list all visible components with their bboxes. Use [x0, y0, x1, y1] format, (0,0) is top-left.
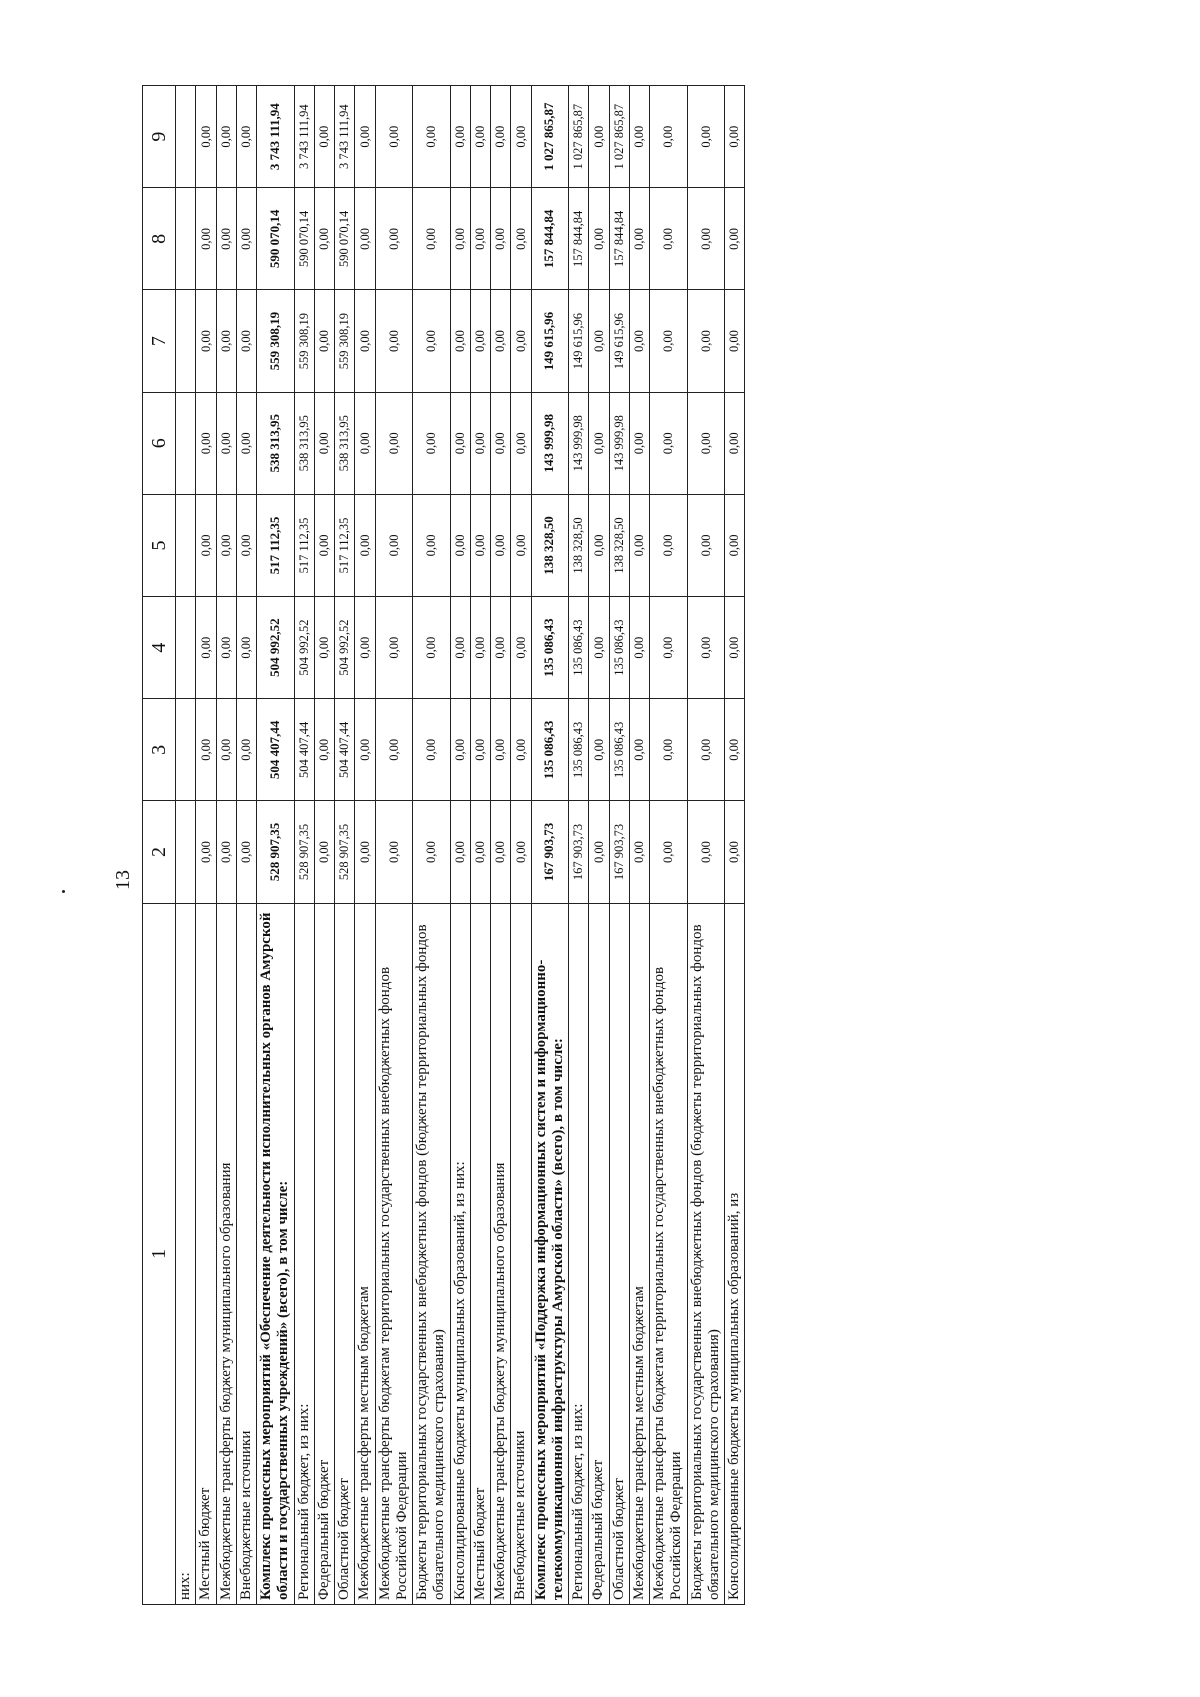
- value-cell: 0,00: [236, 86, 256, 188]
- budget-table: [142, 85, 745, 1605]
- value-cell: 0,00: [589, 801, 609, 903]
- header-row: [143, 86, 176, 1605]
- value-cell: 135 086,43: [609, 699, 629, 801]
- value-cell: 0,00: [687, 86, 725, 188]
- header-cell: 9: [143, 86, 176, 188]
- value-cell: 0,00: [491, 801, 511, 903]
- value-cell: 0,00: [355, 290, 375, 392]
- value-cell: 0,00: [725, 86, 745, 188]
- value-cell: 0,00: [589, 392, 609, 494]
- row-label: Межбюджетные трансферты бюджетам территориальных государственных внебюджетных фондов Российской Федерации: [650, 903, 688, 1604]
- value-cell: 138 328,50: [569, 494, 589, 596]
- value-cell: 0,00: [216, 188, 236, 290]
- value-cell: 0,00: [216, 392, 236, 494]
- table-row: [196, 86, 216, 1605]
- value-cell: 0,00: [491, 597, 511, 699]
- value-cell: 0,00: [236, 597, 256, 699]
- value-cell: 0,00: [511, 699, 531, 801]
- rotated-table-container: [142, 85, 745, 1605]
- value-cell: 0,00: [511, 188, 531, 290]
- value-cell: [176, 597, 196, 699]
- value-cell: 590 070,14: [294, 188, 314, 290]
- value-cell: [176, 699, 196, 801]
- row-label: Комплекс процессных мероприятий «Поддержка информационных систем и информационно-телекоммуникационной инфраструктуры Амурской области» (всего), в том числе:: [531, 903, 569, 1604]
- value-cell: 528 907,35: [257, 801, 295, 903]
- value-cell: 0,00: [355, 86, 375, 188]
- value-cell: 0,00: [216, 699, 236, 801]
- value-cell: 0,00: [650, 597, 688, 699]
- value-cell: 143 999,98: [569, 392, 589, 494]
- row-label: Областной бюджет: [609, 903, 629, 1604]
- value-cell: 517 112,35: [335, 494, 355, 596]
- value-cell: 0,00: [725, 699, 745, 801]
- value-cell: 0,00: [355, 392, 375, 494]
- row-label: Областной бюджет: [335, 903, 355, 1604]
- value-cell: 559 308,19: [294, 290, 314, 392]
- row-label: Региональный бюджет, из них:: [294, 903, 314, 1604]
- value-cell: 0,00: [725, 392, 745, 494]
- value-cell: 0,00: [687, 699, 725, 801]
- value-cell: 0,00: [629, 290, 649, 392]
- value-cell: [176, 494, 196, 596]
- value-cell: 0,00: [650, 290, 688, 392]
- value-cell: 0,00: [650, 188, 688, 290]
- value-cell: 0,00: [511, 392, 531, 494]
- row-label: Межбюджетные трансферты местным бюджетам: [629, 903, 649, 1604]
- value-cell: 0,00: [725, 188, 745, 290]
- value-cell: 0,00: [196, 290, 216, 392]
- table-row: [413, 86, 451, 1605]
- value-cell: 0,00: [375, 597, 413, 699]
- table-row: [236, 86, 256, 1605]
- value-cell: 149 615,96: [569, 290, 589, 392]
- value-cell: 143 999,98: [531, 392, 569, 494]
- row-label: Местный бюджет: [470, 903, 490, 1604]
- value-cell: 3 743 111,94: [335, 86, 355, 188]
- row-label: Бюджеты территориальных государственных внебюджетных фондов (бюджеты территориальных фондов обязательного медицинского страхования): [687, 903, 725, 1604]
- value-cell: 0,00: [511, 801, 531, 903]
- value-cell: 0,00: [236, 801, 256, 903]
- header-cell: 2: [143, 801, 176, 903]
- value-cell: 0,00: [216, 801, 236, 903]
- value-cell: 0,00: [236, 392, 256, 494]
- header-cell: 1: [143, 903, 176, 1604]
- row-label: Региональный бюджет, из них:: [569, 903, 589, 1604]
- value-cell: 0,00: [314, 801, 334, 903]
- value-cell: 0,00: [314, 392, 334, 494]
- table-row: [335, 86, 355, 1605]
- row-label: Межбюджетные трансферты бюджету муниципального образования: [216, 903, 236, 1604]
- value-cell: 0,00: [413, 494, 451, 596]
- table-row: [569, 86, 589, 1605]
- table-row: [216, 86, 236, 1605]
- value-cell: 0,00: [511, 86, 531, 188]
- value-cell: 0,00: [650, 494, 688, 596]
- value-cell: 0,00: [589, 494, 609, 596]
- value-cell: 0,00: [650, 392, 688, 494]
- value-cell: 0,00: [470, 801, 490, 903]
- value-cell: 149 615,96: [531, 290, 569, 392]
- value-cell: 504 992,52: [335, 597, 355, 699]
- value-cell: 167 903,73: [569, 801, 589, 903]
- value-cell: 0,00: [589, 86, 609, 188]
- row-label: Комплекс процессных мероприятий «Обеспечение деятельности исполнительных органов Амурской области и государственных учреждений» (всего), в том числе:: [257, 903, 295, 1604]
- value-cell: 0,00: [355, 699, 375, 801]
- value-cell: 157 844,84: [569, 188, 589, 290]
- value-cell: 0,00: [413, 699, 451, 801]
- value-cell: 0,00: [491, 290, 511, 392]
- value-cell: 0,00: [491, 392, 511, 494]
- table-row: [609, 86, 629, 1605]
- value-cell: 0,00: [470, 188, 490, 290]
- value-cell: 0,00: [470, 86, 490, 188]
- value-cell: 0,00: [450, 188, 470, 290]
- value-cell: 559 308,19: [257, 290, 295, 392]
- value-cell: 0,00: [413, 392, 451, 494]
- value-cell: 0,00: [413, 188, 451, 290]
- table-row: [470, 86, 490, 1605]
- row-label: Местный бюджет: [196, 903, 216, 1604]
- value-cell: 3 743 111,94: [294, 86, 314, 188]
- value-cell: 0,00: [314, 494, 334, 596]
- table-row: [257, 86, 295, 1605]
- value-cell: 0,00: [629, 86, 649, 188]
- value-cell: 0,00: [236, 699, 256, 801]
- row-label: Консолидированные бюджеты муниципальных образований, из них:: [450, 903, 470, 1604]
- value-cell: 517 112,35: [294, 494, 314, 596]
- header-cell: 5: [143, 494, 176, 596]
- value-cell: 0,00: [355, 188, 375, 290]
- value-cell: 0,00: [375, 494, 413, 596]
- table-row: [629, 86, 649, 1605]
- row-label: Консолидированные бюджеты муниципальных образований, из: [725, 903, 745, 1604]
- value-cell: 0,00: [355, 494, 375, 596]
- value-cell: 0,00: [470, 290, 490, 392]
- value-cell: 0,00: [687, 392, 725, 494]
- value-cell: 0,00: [725, 597, 745, 699]
- value-cell: 0,00: [314, 86, 334, 188]
- value-cell: 0,00: [629, 801, 649, 903]
- value-cell: 167 903,73: [609, 801, 629, 903]
- value-cell: 0,00: [687, 494, 725, 596]
- value-cell: 1 027 865,87: [531, 86, 569, 188]
- value-cell: 0,00: [196, 494, 216, 596]
- value-cell: 135 086,43: [569, 597, 589, 699]
- value-cell: 0,00: [196, 86, 216, 188]
- value-cell: 0,00: [470, 699, 490, 801]
- value-cell: 0,00: [314, 188, 334, 290]
- value-cell: 0,00: [470, 392, 490, 494]
- value-cell: 0,00: [589, 699, 609, 801]
- value-cell: 0,00: [196, 392, 216, 494]
- value-cell: 504 407,44: [257, 699, 295, 801]
- value-cell: 167 903,73: [531, 801, 569, 903]
- value-cell: 157 844,84: [531, 188, 569, 290]
- value-cell: 0,00: [589, 597, 609, 699]
- table-row: [531, 86, 569, 1605]
- value-cell: 138 328,50: [609, 494, 629, 596]
- value-cell: 504 407,44: [335, 699, 355, 801]
- value-cell: 0,00: [687, 290, 725, 392]
- value-cell: 0,00: [650, 86, 688, 188]
- header-cell: 3: [143, 699, 176, 801]
- value-cell: [176, 392, 196, 494]
- value-cell: 0,00: [450, 597, 470, 699]
- row-label: Внебюджетные источники: [511, 903, 531, 1604]
- value-cell: 0,00: [450, 392, 470, 494]
- row-label: Внебюджетные источники: [236, 903, 256, 1604]
- row-label: Федеральный бюджет: [314, 903, 334, 1604]
- value-cell: 157 844,84: [609, 188, 629, 290]
- table-row: [314, 86, 334, 1605]
- value-cell: [176, 290, 196, 392]
- value-cell: 0,00: [413, 290, 451, 392]
- value-cell: 0,00: [413, 86, 451, 188]
- value-cell: 0,00: [470, 494, 490, 596]
- value-cell: 0,00: [511, 494, 531, 596]
- table-body: [176, 86, 745, 1605]
- value-cell: 0,00: [355, 597, 375, 699]
- value-cell: 0,00: [450, 801, 470, 903]
- value-cell: 0,00: [236, 290, 256, 392]
- value-cell: 504 992,52: [294, 597, 314, 699]
- value-cell: 0,00: [413, 597, 451, 699]
- value-cell: 0,00: [196, 188, 216, 290]
- table-row: [355, 86, 375, 1605]
- value-cell: [176, 86, 196, 188]
- value-cell: 135 086,43: [569, 699, 589, 801]
- value-cell: 538 313,95: [294, 392, 314, 494]
- value-cell: 0,00: [355, 801, 375, 903]
- value-cell: 0,00: [216, 290, 236, 392]
- header-cell: 4: [143, 597, 176, 699]
- value-cell: 0,00: [314, 699, 334, 801]
- value-cell: 149 615,96: [609, 290, 629, 392]
- table-row: [491, 86, 511, 1605]
- value-cell: 0,00: [375, 392, 413, 494]
- value-cell: 590 070,14: [257, 188, 295, 290]
- row-label: Межбюджетные трансферты бюджету муниципального образования: [491, 903, 511, 1604]
- value-cell: 0,00: [450, 699, 470, 801]
- value-cell: 538 313,95: [257, 392, 295, 494]
- value-cell: 0,00: [470, 597, 490, 699]
- value-cell: 0,00: [491, 699, 511, 801]
- value-cell: 528 907,35: [294, 801, 314, 903]
- value-cell: 0,00: [196, 801, 216, 903]
- value-cell: 1 027 865,87: [609, 86, 629, 188]
- value-cell: 0,00: [375, 188, 413, 290]
- row-label: Межбюджетные трансферты бюджетам территориальных государственных внебюджетных фондов Российской Федерации: [375, 903, 413, 1604]
- table-row: [450, 86, 470, 1605]
- value-cell: 0,00: [375, 801, 413, 903]
- value-cell: 538 313,95: [335, 392, 355, 494]
- page-number: 13: [112, 870, 134, 890]
- value-cell: 528 907,35: [335, 801, 355, 903]
- value-cell: [176, 188, 196, 290]
- value-cell: 0,00: [236, 494, 256, 596]
- table-row: [294, 86, 314, 1605]
- value-cell: 143 999,98: [609, 392, 629, 494]
- header-cell: 7: [143, 290, 176, 392]
- value-cell: 0,00: [687, 801, 725, 903]
- value-cell: 0,00: [216, 597, 236, 699]
- value-cell: 0,00: [375, 86, 413, 188]
- value-cell: 0,00: [589, 188, 609, 290]
- scan-dot: [62, 890, 65, 893]
- value-cell: 0,00: [216, 494, 236, 596]
- table-row: [687, 86, 725, 1605]
- table-row: [511, 86, 531, 1605]
- value-cell: 0,00: [629, 597, 649, 699]
- header-cell: 8: [143, 188, 176, 290]
- value-cell: 0,00: [511, 597, 531, 699]
- value-cell: 0,00: [196, 699, 216, 801]
- table-row: [176, 86, 196, 1605]
- value-cell: 0,00: [511, 290, 531, 392]
- value-cell: 0,00: [216, 86, 236, 188]
- row-label: Бюджеты территориальных государственных внебюджетных фондов (бюджеты территориальных фондов обязательного медицинского страхования): [413, 903, 451, 1604]
- row-label: них:: [176, 903, 196, 1604]
- value-cell: 0,00: [687, 597, 725, 699]
- value-cell: 0,00: [314, 290, 334, 392]
- value-cell: 1 027 865,87: [569, 86, 589, 188]
- value-cell: 0,00: [450, 290, 470, 392]
- value-cell: 0,00: [725, 801, 745, 903]
- value-cell: 0,00: [725, 290, 745, 392]
- value-cell: 0,00: [629, 699, 649, 801]
- row-label: Федеральный бюджет: [589, 903, 609, 1604]
- value-cell: 517 112,35: [257, 494, 295, 596]
- value-cell: 0,00: [725, 494, 745, 596]
- value-cell: 504 992,52: [257, 597, 295, 699]
- value-cell: 135 086,43: [531, 597, 569, 699]
- value-cell: [176, 801, 196, 903]
- table-row: [375, 86, 413, 1605]
- value-cell: 0,00: [375, 290, 413, 392]
- value-cell: 3 743 111,94: [257, 86, 295, 188]
- value-cell: 138 328,50: [531, 494, 569, 596]
- value-cell: 0,00: [375, 699, 413, 801]
- value-cell: 0,00: [314, 597, 334, 699]
- value-cell: 0,00: [629, 392, 649, 494]
- value-cell: 0,00: [589, 290, 609, 392]
- value-cell: 559 308,19: [335, 290, 355, 392]
- value-cell: 0,00: [650, 699, 688, 801]
- value-cell: 0,00: [450, 86, 470, 188]
- value-cell: 0,00: [687, 188, 725, 290]
- value-cell: 0,00: [491, 188, 511, 290]
- value-cell: 0,00: [629, 188, 649, 290]
- value-cell: 0,00: [236, 188, 256, 290]
- value-cell: 135 086,43: [531, 699, 569, 801]
- value-cell: 0,00: [629, 494, 649, 596]
- value-cell: 0,00: [650, 801, 688, 903]
- row-label: Межбюджетные трансферты местным бюджетам: [355, 903, 375, 1604]
- value-cell: 0,00: [413, 801, 451, 903]
- value-cell: 504 407,44: [294, 699, 314, 801]
- header-cell: 6: [143, 392, 176, 494]
- table-row: [650, 86, 688, 1605]
- value-cell: 0,00: [196, 597, 216, 699]
- value-cell: 0,00: [450, 494, 470, 596]
- value-cell: 0,00: [491, 494, 511, 596]
- value-cell: 135 086,43: [609, 597, 629, 699]
- table-row: [725, 86, 745, 1605]
- value-cell: 590 070,14: [335, 188, 355, 290]
- value-cell: 0,00: [491, 86, 511, 188]
- table-row: [589, 86, 609, 1605]
